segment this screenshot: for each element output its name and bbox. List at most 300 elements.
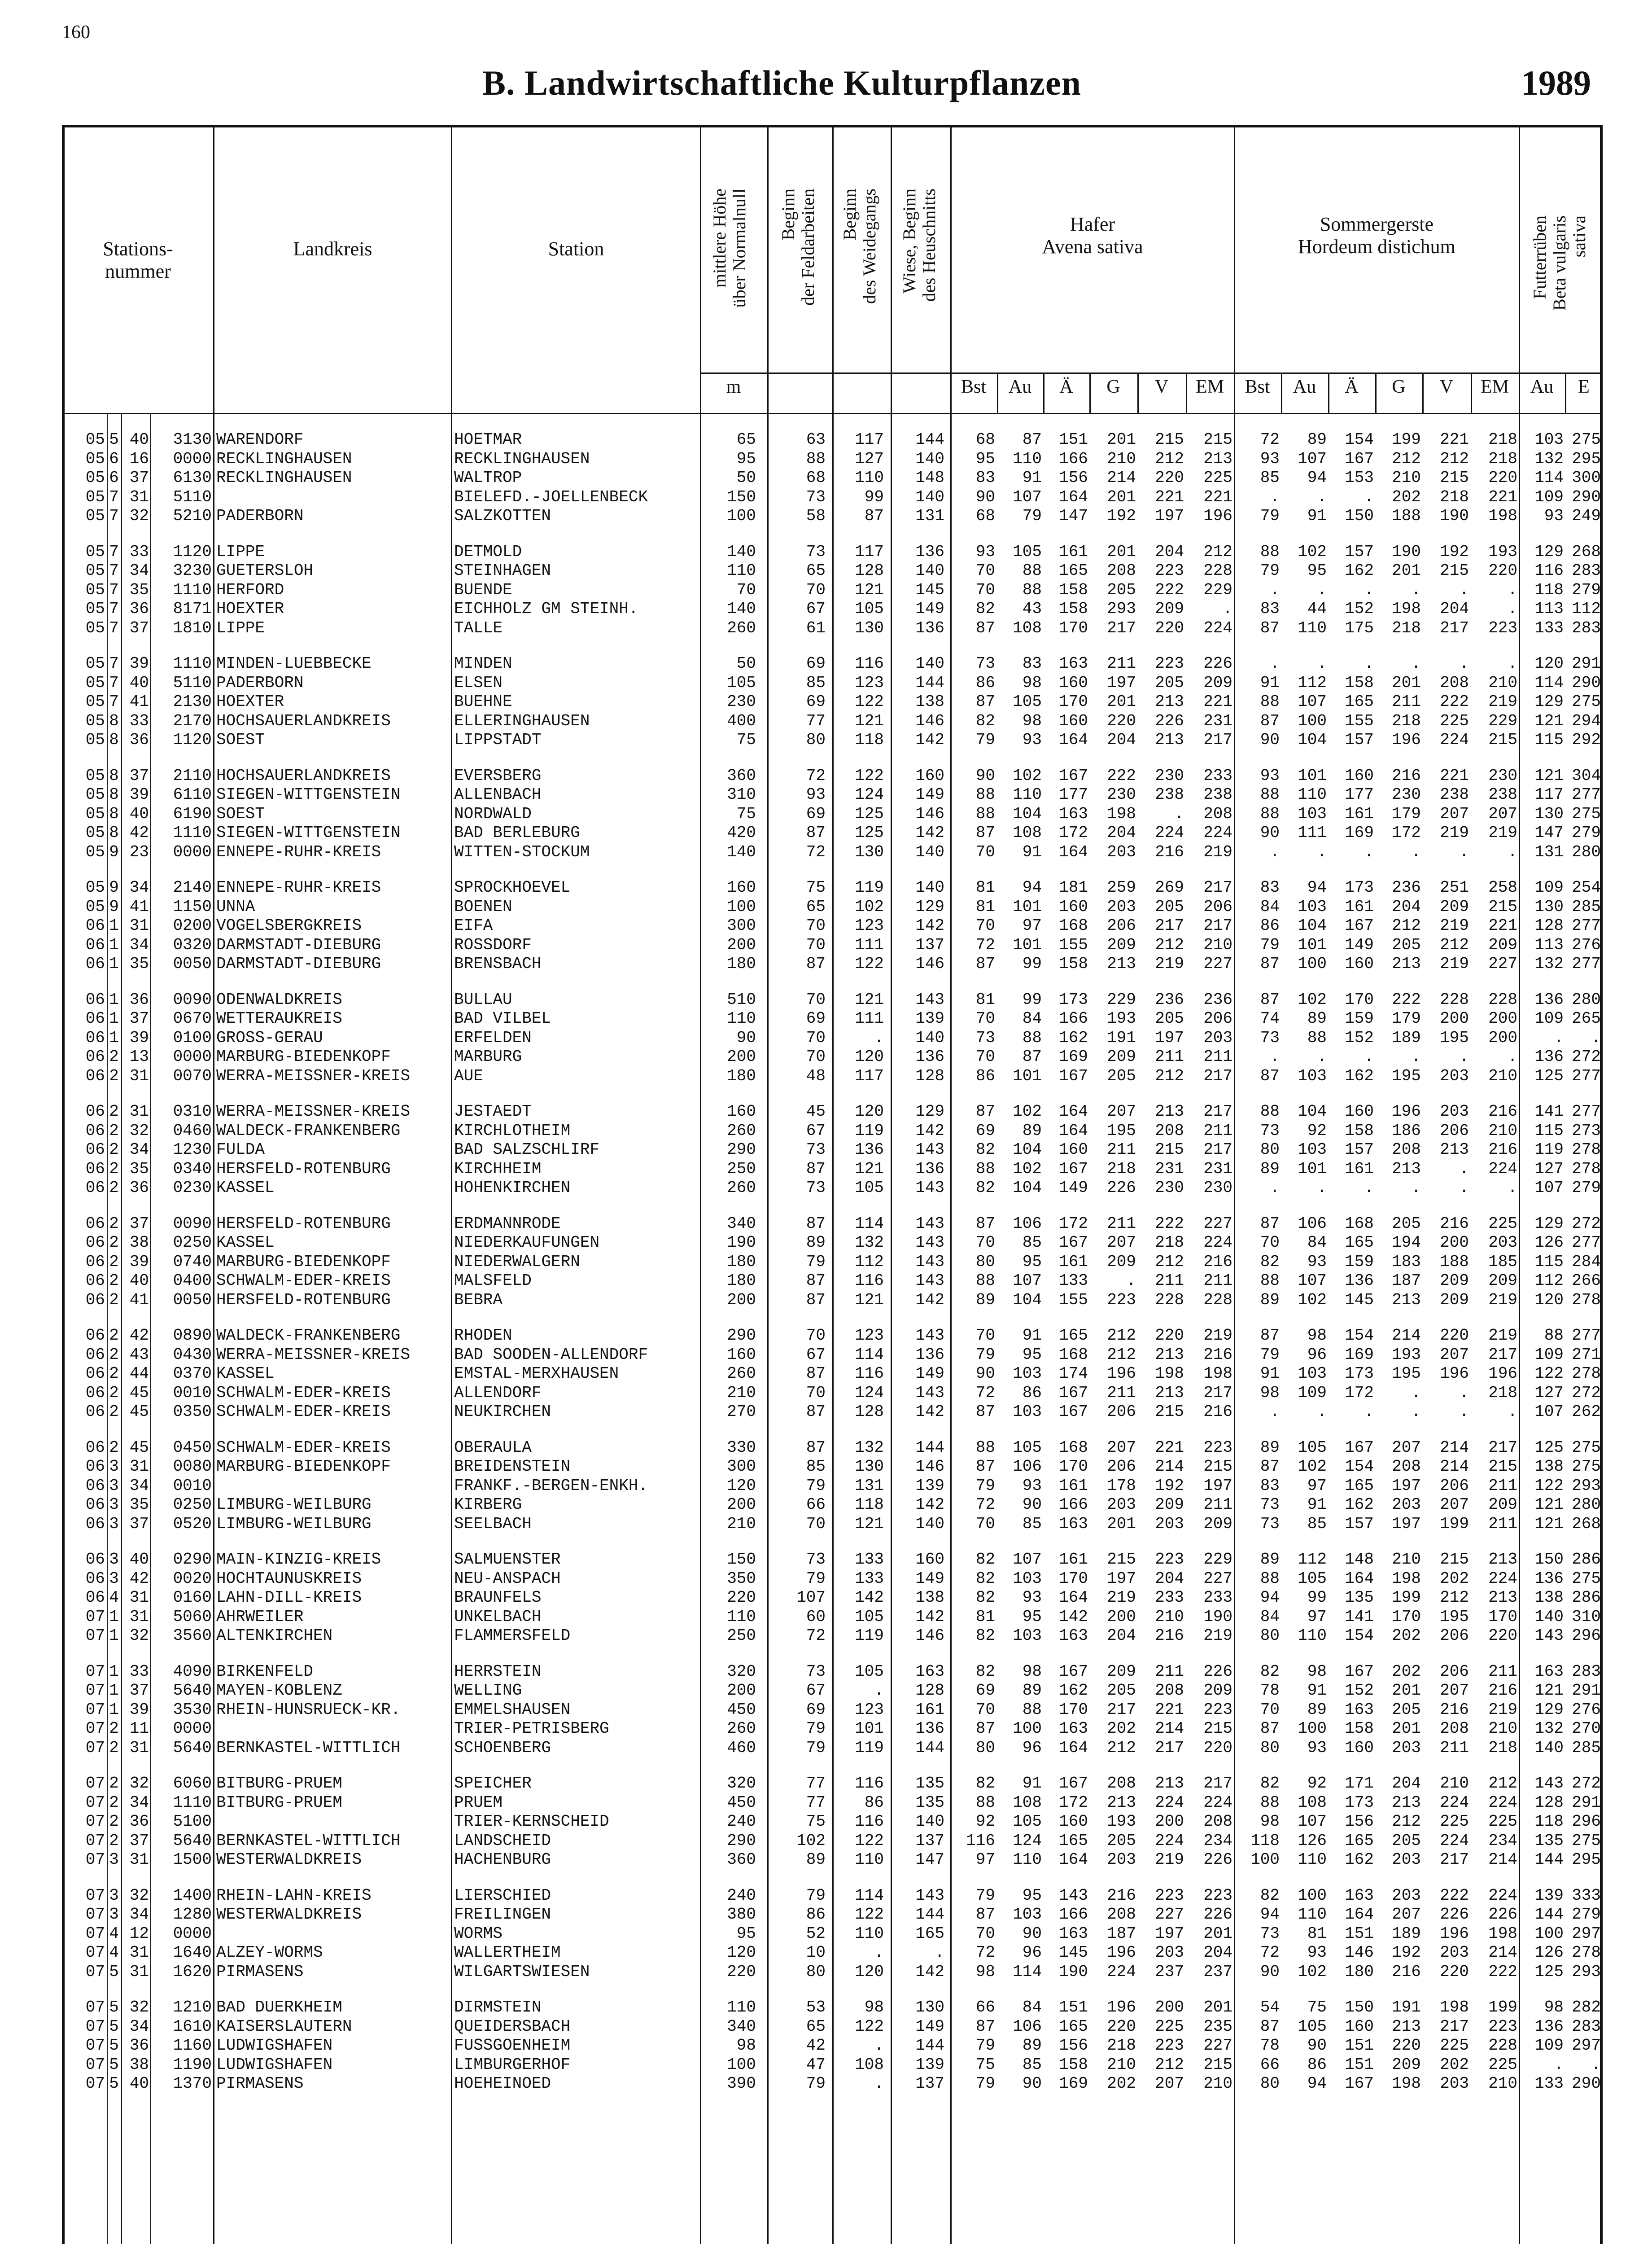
cell-h-em: 190 — [1203, 1607, 1232, 1626]
cell-h-ae: 161 — [1059, 1550, 1088, 1569]
cell-bezirk: 2 — [109, 1102, 119, 1121]
cell-g-au: 101 — [1298, 935, 1327, 954]
header-sommergerste: Sommergerste Hordeum distichum — [1298, 213, 1455, 258]
cell-h-g: 205 — [1107, 1066, 1136, 1085]
cell-h-g: 213 — [1107, 1793, 1136, 1812]
cell-g-ae: 161 — [1345, 804, 1374, 823]
cell-h-au: 94 — [1022, 878, 1042, 897]
cell-g-em: 225 — [1488, 1812, 1517, 1831]
cell-g-au: 75 — [1307, 1998, 1327, 2016]
cell-ort: 6060 — [173, 1774, 212, 1793]
cell-h-au: 95 — [1022, 1886, 1042, 1905]
cell-heu: 135 — [915, 1774, 944, 1793]
table-row — [0, 673, 1652, 693]
cell-r-au: 138 — [1534, 1457, 1564, 1476]
cell-land: 06 — [85, 990, 105, 1009]
cell-feld: 75 — [806, 1812, 826, 1831]
cell-bezirk: 7 — [109, 487, 119, 506]
cell-land: 05 — [85, 654, 105, 673]
cell-feld: 48 — [806, 1066, 826, 1085]
cell-kreis: 32 — [129, 1998, 149, 2016]
cell-heu: 143 — [915, 1233, 944, 1252]
cell-kreis: 12 — [129, 1924, 149, 1943]
cell-g-em: 219 — [1488, 1326, 1517, 1345]
cell-h-g: 197 — [1107, 1569, 1136, 1588]
cell-h-em: 197 — [1203, 1476, 1232, 1495]
cell-h-bst: 87 — [975, 618, 995, 637]
cell-g-bst: 70 — [1260, 1700, 1280, 1719]
cell-g-bst: 93 — [1260, 766, 1280, 785]
cell-ort: 0000 — [173, 1047, 212, 1066]
cell-r-au: 132 — [1534, 449, 1564, 468]
cell-kreis: 38 — [129, 2055, 149, 2074]
cell-h-au: 105 — [1013, 1438, 1042, 1457]
cell-g-g: 213 — [1392, 2017, 1421, 2036]
cell-station: ERFELDEN — [454, 1028, 532, 1047]
cell-g-g: . — [1411, 1402, 1421, 1421]
cell-g-g: 205 — [1392, 1700, 1421, 1719]
cell-bezirk: 3 — [109, 1514, 119, 1533]
cell-h-au: 107 — [1013, 1271, 1042, 1290]
table-row — [0, 730, 1652, 750]
cell-ort: 1110 — [173, 1793, 212, 1812]
cell-bezirk: 8 — [109, 785, 119, 804]
cell-g-v: 219 — [1440, 916, 1469, 935]
cell-g-au: 89 — [1307, 430, 1327, 449]
cell-feld: 70 — [806, 1028, 826, 1047]
cell-heu: 128 — [915, 1066, 944, 1085]
cell-hoehe: 160 — [727, 878, 756, 897]
cell-kreis: 13 — [129, 1047, 149, 1066]
cell-land: 07 — [85, 1719, 105, 1738]
cell-g-bst: . — [1270, 487, 1280, 506]
cell-h-g: 230 — [1107, 785, 1136, 804]
cell-h-em: 204 — [1203, 1943, 1232, 1962]
cell-r-au: 121 — [1534, 766, 1564, 785]
cell-g-em: . — [1508, 842, 1517, 861]
cell-g-v: 216 — [1440, 1700, 1469, 1719]
cell-r-au: 129 — [1534, 692, 1564, 711]
cell-h-v: 223 — [1155, 2036, 1184, 2055]
cell-h-bst: 80 — [975, 1252, 995, 1271]
cell-ort: 0670 — [173, 1009, 212, 1028]
cell-h-em: 215 — [1203, 1719, 1232, 1738]
cell-g-v: 207 — [1440, 1345, 1469, 1364]
cell-heu: 128 — [915, 1681, 944, 1700]
cell-bezirk: 2 — [109, 1812, 119, 1831]
cell-weide: 121 — [855, 1290, 884, 1309]
cell-r-au: 126 — [1534, 1233, 1564, 1252]
cell-h-au: 103 — [1013, 1905, 1042, 1924]
cell-ort: 5110 — [173, 673, 212, 692]
cell-ort: 1500 — [173, 1850, 212, 1869]
cell-g-em: 222 — [1488, 1962, 1517, 1981]
cell-h-v: 212 — [1155, 935, 1184, 954]
cell-land: 05 — [85, 507, 105, 525]
sub-gerste-em: EM — [1481, 377, 1509, 397]
cell-landkreis: PIRMASENS — [216, 1962, 304, 1981]
cell-feld: 73 — [806, 1550, 826, 1569]
table-row — [0, 1028, 1652, 1048]
cell-ort: 1610 — [173, 2017, 212, 2036]
cell-feld: 65 — [806, 897, 826, 916]
cell-h-au: 90 — [1022, 2074, 1042, 2093]
cell-h-bst: 82 — [975, 1140, 995, 1159]
cell-g-g: 212 — [1392, 916, 1421, 935]
cell-weide: 120 — [855, 1962, 884, 1981]
cell-station: BREIDENSTEIN — [454, 1457, 571, 1476]
cell-g-au: 102 — [1298, 542, 1327, 561]
cell-weide: 114 — [855, 1214, 884, 1233]
cell-g-bst: 80 — [1260, 1140, 1280, 1159]
cell-h-au: 88 — [1022, 1028, 1042, 1047]
table-row — [0, 1924, 1652, 1944]
cell-r-au: 141 — [1534, 1102, 1564, 1121]
cell-g-au: 108 — [1298, 1793, 1327, 1812]
cell-g-v: 211 — [1440, 1738, 1469, 1757]
cell-h-ae: 156 — [1059, 469, 1088, 487]
cell-heu: 149 — [915, 785, 944, 804]
cell-land: 07 — [85, 2074, 105, 2093]
cell-station: BRENSBACH — [454, 955, 542, 973]
cell-station: AUE — [454, 1066, 483, 1085]
cell-h-g: 210 — [1107, 2055, 1136, 2074]
cell-g-au: . — [1317, 654, 1327, 673]
cell-h-ae: 165 — [1059, 1326, 1088, 1345]
table-row — [0, 599, 1652, 619]
cell-hoehe: 260 — [727, 1121, 756, 1140]
cell-g-ae: 165 — [1345, 1476, 1374, 1495]
cell-g-ae: 149 — [1345, 935, 1374, 954]
cell-h-bst: 98 — [975, 1962, 995, 1981]
cell-ort: 1400 — [173, 1886, 212, 1905]
cell-g-g: 212 — [1392, 1812, 1421, 1831]
cell-bezirk: 2 — [109, 1140, 119, 1159]
cell-g-au: 103 — [1298, 1364, 1327, 1383]
cell-h-v: 208 — [1155, 1681, 1184, 1700]
cell-weide: 121 — [855, 1159, 884, 1178]
cell-kreis: 32 — [129, 507, 149, 525]
cell-feld: 66 — [806, 1495, 826, 1514]
cell-hoehe: 180 — [727, 1252, 756, 1271]
cell-r-e: 277 — [1572, 916, 1601, 935]
cell-g-ae: 158 — [1345, 1719, 1374, 1738]
cell-r-e: 286 — [1572, 1588, 1601, 1607]
cell-g-v: 206 — [1440, 1121, 1469, 1140]
cell-station: RECKLINGHAUSEN — [454, 449, 590, 468]
cell-g-em: 210 — [1488, 2074, 1517, 2093]
cell-hoehe: 360 — [727, 1850, 756, 1869]
cell-h-v: 212 — [1155, 1252, 1184, 1271]
cell-feld: 80 — [806, 1962, 826, 1981]
cell-g-bst: 94 — [1260, 1588, 1280, 1607]
cell-g-bst: 89 — [1260, 1438, 1280, 1457]
cell-heu: 143 — [915, 1214, 944, 1233]
cell-g-bst: 83 — [1260, 878, 1280, 897]
cell-h-g: 218 — [1107, 1159, 1136, 1178]
cell-g-em: . — [1508, 1047, 1517, 1066]
cell-h-ae: 147 — [1059, 507, 1088, 525]
cell-station: EIFA — [454, 916, 493, 935]
cell-h-au: 93 — [1022, 731, 1042, 749]
cell-feld: 67 — [806, 1681, 826, 1700]
cell-hoehe: 240 — [727, 1886, 756, 1905]
cell-kreis: 37 — [129, 1514, 149, 1533]
table-row — [0, 897, 1652, 917]
cell-h-em: 234 — [1203, 1831, 1232, 1850]
header-landkreis: Landkreis — [293, 238, 372, 260]
cell-station: ROSSDORF — [454, 935, 532, 954]
cell-g-v: 219 — [1440, 824, 1469, 842]
cell-landkreis: RECKLINGHAUSEN — [216, 449, 352, 468]
cell-h-au: 107 — [1013, 1550, 1042, 1569]
cell-g-bst: 73 — [1260, 1495, 1280, 1514]
cell-h-au: 85 — [1022, 1233, 1042, 1252]
cell-land: 05 — [85, 542, 105, 561]
cell-h-bst: 70 — [975, 1700, 995, 1719]
table-row — [0, 1102, 1652, 1122]
cell-g-g: 172 — [1392, 824, 1421, 842]
cell-landkreis: MAYEN-KOBLENZ — [216, 1681, 342, 1700]
cell-g-ae: 180 — [1345, 1962, 1374, 1981]
cell-g-ae: 158 — [1345, 1121, 1374, 1140]
cell-h-ae: 172 — [1059, 1214, 1088, 1233]
cell-h-v: 217 — [1155, 916, 1184, 935]
cell-ort: 0010 — [173, 1476, 212, 1495]
sub-rueben-e: E — [1578, 377, 1590, 397]
cell-heu: 136 — [915, 1159, 944, 1178]
cell-h-bst: 72 — [975, 1383, 995, 1402]
cell-station: NEUKIRCHEN — [454, 1402, 551, 1421]
table-row — [0, 990, 1652, 1010]
cell-h-bst: 90 — [975, 1364, 995, 1383]
table-row — [0, 766, 1652, 786]
cell-h-au: 43 — [1022, 600, 1042, 618]
cell-h-v: 223 — [1155, 654, 1184, 673]
cell-hoehe: 50 — [736, 469, 756, 487]
cell-h-em: 224 — [1203, 1793, 1232, 1812]
cell-r-e: 272 — [1572, 1383, 1601, 1402]
cell-h-em: 216 — [1203, 1345, 1232, 1364]
cell-r-au: 128 — [1534, 1793, 1564, 1812]
cell-h-ae: 162 — [1059, 1028, 1088, 1047]
cell-r-e: 295 — [1572, 1850, 1601, 1869]
cell-h-em: 215 — [1203, 430, 1232, 449]
cell-h-au: 91 — [1022, 1774, 1042, 1793]
table-row — [0, 618, 1652, 638]
cell-g-em: 211 — [1488, 1476, 1517, 1495]
cell-h-g: 203 — [1107, 842, 1136, 861]
table-row — [0, 1850, 1652, 1870]
cell-bezirk: 7 — [109, 561, 119, 580]
cell-hoehe: 230 — [727, 692, 756, 711]
cell-r-e: 279 — [1572, 824, 1601, 842]
cell-g-em: 238 — [1488, 785, 1517, 804]
cell-h-g: 216 — [1107, 1886, 1136, 1905]
cell-g-g: 192 — [1392, 1943, 1421, 1962]
cell-g-v: 206 — [1440, 1626, 1469, 1645]
cell-h-ae: 145 — [1059, 1943, 1088, 1962]
cell-g-g: . — [1411, 1179, 1421, 1197]
cell-bezirk: 2 — [109, 1831, 119, 1850]
cell-h-bst: 82 — [975, 1662, 995, 1681]
cell-g-v: 203 — [1440, 1066, 1469, 1085]
cell-heu: 160 — [915, 766, 944, 785]
cell-station: BULLAU — [454, 990, 512, 1009]
sub-hafer-v: V — [1154, 377, 1169, 397]
cell-h-v: 228 — [1155, 1290, 1184, 1309]
cell-h-au: 108 — [1013, 1793, 1042, 1812]
cell-g-v: . — [1459, 1159, 1469, 1178]
cell-h-v: 222 — [1155, 580, 1184, 599]
cell-h-bst: 72 — [975, 1943, 995, 1962]
cell-g-au: 100 — [1298, 1719, 1327, 1738]
cell-hoehe: 510 — [727, 990, 756, 1009]
cell-kreis: 32 — [129, 1774, 149, 1793]
cell-r-au: 107 — [1534, 1402, 1564, 1421]
cell-station: FREILINGEN — [454, 1905, 551, 1924]
cell-ort: 1210 — [173, 1998, 212, 2016]
cell-weide: 136 — [855, 1140, 884, 1159]
cell-station: HOETMAR — [454, 430, 522, 449]
cell-r-e: . — [1591, 2055, 1601, 2074]
cell-g-au: 104 — [1298, 1102, 1327, 1121]
sub-hafer-ae: Ä — [1059, 377, 1073, 397]
cell-weide: 116 — [855, 1271, 884, 1290]
cell-kreis: 35 — [129, 580, 149, 599]
cell-g-bst: 66 — [1260, 2055, 1280, 2074]
table-row — [0, 935, 1652, 955]
cell-g-g: . — [1411, 1047, 1421, 1066]
cell-h-bst: 90 — [975, 766, 995, 785]
cell-g-bst: 83 — [1260, 1476, 1280, 1495]
cell-h-ae: 160 — [1059, 711, 1088, 730]
cell-heu: 144 — [915, 673, 944, 692]
table-row — [0, 1290, 1652, 1310]
cell-hoehe: 75 — [736, 731, 756, 749]
cell-bezirk: 2 — [109, 1793, 119, 1812]
cell-h-em: 224 — [1203, 618, 1232, 637]
cell-h-em: 223 — [1203, 1886, 1232, 1905]
table-row — [0, 430, 1652, 450]
cell-h-v: 203 — [1155, 1514, 1184, 1533]
cell-h-bst: 80 — [975, 1738, 995, 1757]
cell-heu: 139 — [915, 2055, 944, 2074]
cell-station: NORDWALD — [454, 804, 532, 823]
cell-weide: 133 — [855, 1569, 884, 1588]
cell-hoehe: 160 — [727, 1345, 756, 1364]
cell-ort: 3560 — [173, 1626, 212, 1645]
cell-hoehe: 310 — [727, 785, 756, 804]
cell-h-v: 231 — [1155, 1159, 1184, 1178]
cell-h-ae: 168 — [1059, 1345, 1088, 1364]
cell-weide: 114 — [855, 1886, 884, 1905]
cell-g-bst: 88 — [1260, 1569, 1280, 1588]
cell-h-ae: 181 — [1059, 878, 1088, 897]
cell-bezirk: 2 — [109, 1774, 119, 1793]
cell-r-e: 292 — [1572, 731, 1601, 749]
cell-h-em: 210 — [1203, 935, 1232, 954]
cell-h-g: 208 — [1107, 1774, 1136, 1793]
cell-h-em: 217 — [1203, 1066, 1232, 1085]
cell-r-au: 127 — [1534, 1159, 1564, 1178]
cell-g-au: 105 — [1298, 1438, 1327, 1457]
cell-r-e: 278 — [1572, 1364, 1601, 1383]
cell-r-e: 278 — [1572, 1943, 1601, 1962]
cell-r-au: 122 — [1534, 1364, 1564, 1383]
header-hoehe: mittlere Höhe über Normalnull — [709, 188, 749, 308]
cell-kreis: 40 — [129, 673, 149, 692]
cell-h-au: 95 — [1022, 1345, 1042, 1364]
cell-h-g: 217 — [1107, 618, 1136, 637]
cell-hoehe: 100 — [727, 2055, 756, 2074]
cell-r-au: 150 — [1534, 1550, 1564, 1569]
cell-r-e: 262 — [1572, 1402, 1601, 1421]
cell-h-au: 88 — [1022, 561, 1042, 580]
table-row — [0, 1626, 1652, 1646]
cell-feld: 70 — [806, 916, 826, 935]
cell-ort: 2130 — [173, 692, 212, 711]
cell-g-v: 209 — [1440, 1290, 1469, 1309]
cell-h-v: 219 — [1155, 955, 1184, 973]
cell-g-bst: 87 — [1260, 618, 1280, 637]
cell-h-em: 217 — [1203, 1383, 1232, 1402]
cell-weide: 122 — [855, 2017, 884, 2036]
cell-h-au: 103 — [1013, 1626, 1042, 1645]
header-futterrueben: Futterrüben Beta vulgaris sativa — [1530, 215, 1589, 311]
cell-h-v: 197 — [1155, 1924, 1184, 1943]
table-row — [0, 1812, 1652, 1832]
cell-h-v: 223 — [1155, 1550, 1184, 1569]
cell-landkreis: LAHN-DILL-KREIS — [216, 1588, 362, 1607]
cell-r-au: 118 — [1534, 1812, 1564, 1831]
cell-weide: 125 — [855, 824, 884, 842]
cell-ort: 1120 — [173, 731, 212, 749]
cell-bezirk: 2 — [109, 1738, 119, 1757]
cell-g-ae: 165 — [1345, 1831, 1374, 1850]
cell-h-g: 195 — [1107, 1121, 1136, 1140]
cell-r-e: 277 — [1572, 785, 1601, 804]
cell-h-g: 201 — [1107, 487, 1136, 506]
cell-kreis: 35 — [129, 1159, 149, 1178]
cell-h-bst: 79 — [975, 2036, 995, 2055]
cell-g-bst: 80 — [1260, 1626, 1280, 1645]
cell-g-au: 107 — [1298, 1812, 1327, 1831]
cell-g-g: 205 — [1392, 935, 1421, 954]
cell-ort: 4090 — [173, 1662, 212, 1681]
cell-feld: 69 — [806, 804, 826, 823]
cell-kreis: 34 — [129, 1476, 149, 1495]
cell-feld: 87 — [806, 1214, 826, 1233]
cell-land: 05 — [85, 580, 105, 599]
sub-gerste-au: Au — [1293, 377, 1316, 397]
cell-landkreis: FULDA — [216, 1140, 265, 1159]
cell-land: 06 — [85, 1326, 105, 1345]
cell-hoehe: 95 — [736, 449, 756, 468]
cell-h-g: 201 — [1107, 542, 1136, 561]
cell-feld: 69 — [806, 692, 826, 711]
cell-ort: 0000 — [173, 1924, 212, 1943]
cell-g-ae: 160 — [1345, 766, 1374, 785]
table-row — [0, 1364, 1652, 1384]
cell-g-bst: 88 — [1260, 692, 1280, 711]
cell-bezirk: 8 — [109, 804, 119, 823]
cell-feld: 67 — [806, 600, 826, 618]
cell-g-au: . — [1317, 580, 1327, 599]
cell-bezirk: 2 — [109, 1066, 119, 1085]
cell-weide: 117 — [855, 430, 884, 449]
cell-h-au: 104 — [1013, 1179, 1042, 1197]
